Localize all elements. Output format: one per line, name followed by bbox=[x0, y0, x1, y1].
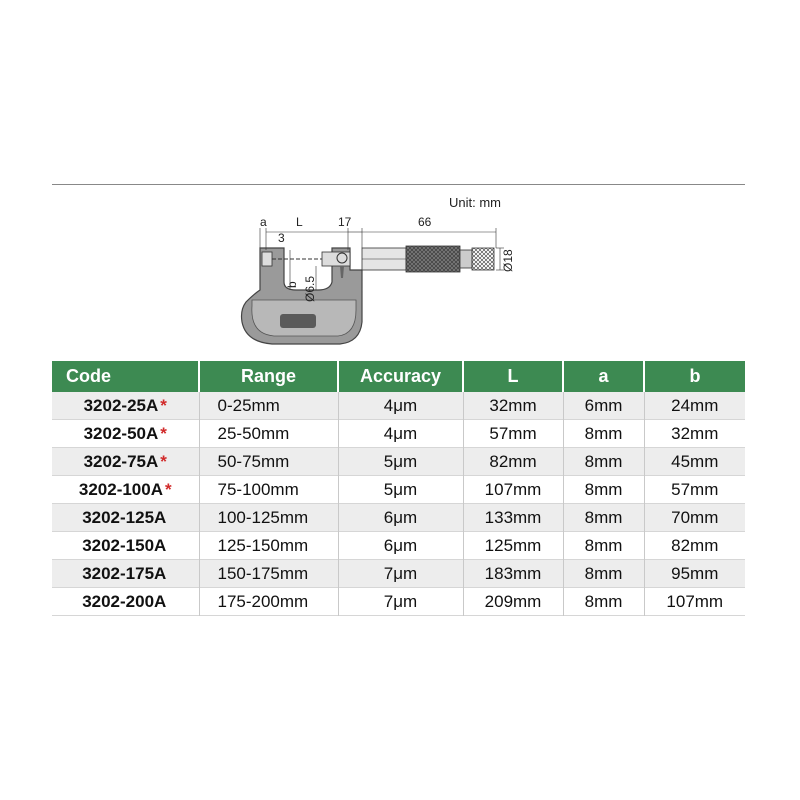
cell-accuracy: 4μm bbox=[338, 420, 463, 448]
cell-code: 3202-25A * bbox=[52, 392, 199, 420]
cell-a: 8mm bbox=[563, 504, 644, 532]
dim-17: 17 bbox=[338, 215, 352, 229]
cell-range: 75-100mm bbox=[199, 476, 338, 504]
dim-L: L bbox=[296, 215, 303, 229]
cell-L: 57mm bbox=[463, 420, 563, 448]
table-header-row bbox=[52, 361, 745, 392]
table-row bbox=[52, 420, 745, 448]
cell-accuracy: 4μm bbox=[338, 392, 463, 420]
cell-code: 3202-100A * bbox=[52, 476, 199, 504]
unit-label: Unit: mm bbox=[449, 195, 501, 210]
cell-L: 82mm bbox=[463, 448, 563, 476]
top-rule bbox=[52, 184, 745, 185]
cell-range: 0-25mm bbox=[199, 392, 338, 420]
cell-code: 3202-125A bbox=[52, 504, 199, 532]
cell-accuracy: 5μm bbox=[338, 476, 463, 504]
cell-accuracy: 6μm bbox=[338, 504, 463, 532]
cell-range: 150-175mm bbox=[199, 560, 338, 588]
cell-b: 45mm bbox=[644, 448, 745, 476]
cell-accuracy: 5μm bbox=[338, 448, 463, 476]
cell-code: 3202-50A * bbox=[52, 420, 199, 448]
cell-L: 133mm bbox=[463, 504, 563, 532]
cell-L: 32mm bbox=[463, 392, 563, 420]
header-b: b bbox=[644, 361, 745, 392]
cell-L: 125mm bbox=[463, 532, 563, 560]
cell-a: 8mm bbox=[563, 560, 644, 588]
cell-b: 95mm bbox=[644, 560, 745, 588]
cell-accuracy: 6μm bbox=[338, 532, 463, 560]
cell-L: 107mm bbox=[463, 476, 563, 504]
table-row bbox=[52, 560, 745, 588]
cell-code: 3202-75A * bbox=[52, 448, 199, 476]
dim-b: b bbox=[285, 281, 299, 288]
cell-code: 3202-200A bbox=[52, 588, 199, 616]
cell-b: 32mm bbox=[644, 420, 745, 448]
header-code: Code bbox=[52, 361, 199, 392]
cell-b: 70mm bbox=[644, 504, 745, 532]
table-row bbox=[52, 504, 745, 532]
cell-a: 8mm bbox=[563, 420, 644, 448]
table-row bbox=[52, 532, 745, 560]
cell-range: 125-150mm bbox=[199, 532, 338, 560]
cell-L: 183mm bbox=[463, 560, 563, 588]
cell-a: 8mm bbox=[563, 476, 644, 504]
cell-a: 8mm bbox=[563, 448, 644, 476]
cell-accuracy: 7μm bbox=[338, 560, 463, 588]
header-a: a bbox=[563, 361, 644, 392]
cell-range: 50-75mm bbox=[199, 448, 338, 476]
header-range: Range bbox=[199, 361, 338, 392]
star-mark: * bbox=[160, 423, 167, 443]
table-row bbox=[52, 392, 745, 420]
cell-a: 8mm bbox=[563, 532, 644, 560]
cell-a: 8mm bbox=[563, 588, 644, 616]
cell-range: 25-50mm bbox=[199, 420, 338, 448]
cell-code: 3202-175A bbox=[52, 560, 199, 588]
dim-3: 3 bbox=[278, 231, 285, 245]
cell-code: 3202-150A bbox=[52, 532, 199, 560]
header-accuracy: Accuracy bbox=[338, 361, 463, 392]
star-mark: * bbox=[160, 395, 167, 415]
cell-b: 82mm bbox=[644, 532, 745, 560]
cell-a: 6mm bbox=[563, 392, 644, 420]
star-mark: * bbox=[160, 451, 167, 471]
header-L: L bbox=[463, 361, 563, 392]
cell-range: 100-125mm bbox=[199, 504, 338, 532]
cell-b: 57mm bbox=[644, 476, 745, 504]
table-row bbox=[52, 588, 745, 616]
cell-L: 209mm bbox=[463, 588, 563, 616]
dim-66: 66 bbox=[418, 215, 432, 229]
cell-accuracy: 7μm bbox=[338, 588, 463, 616]
micrometer-drawing bbox=[232, 210, 522, 350]
spec-table bbox=[52, 361, 745, 616]
dim-phi18: Ø18 bbox=[501, 249, 515, 272]
cell-b: 24mm bbox=[644, 392, 745, 420]
table-row bbox=[52, 448, 745, 476]
table-row bbox=[52, 476, 745, 504]
cell-range: 175-200mm bbox=[199, 588, 338, 616]
star-mark: * bbox=[165, 479, 172, 499]
dim-a: a bbox=[260, 215, 267, 229]
cell-b: 107mm bbox=[644, 588, 745, 616]
dim-phi65: Ø6.5 bbox=[303, 275, 317, 302]
